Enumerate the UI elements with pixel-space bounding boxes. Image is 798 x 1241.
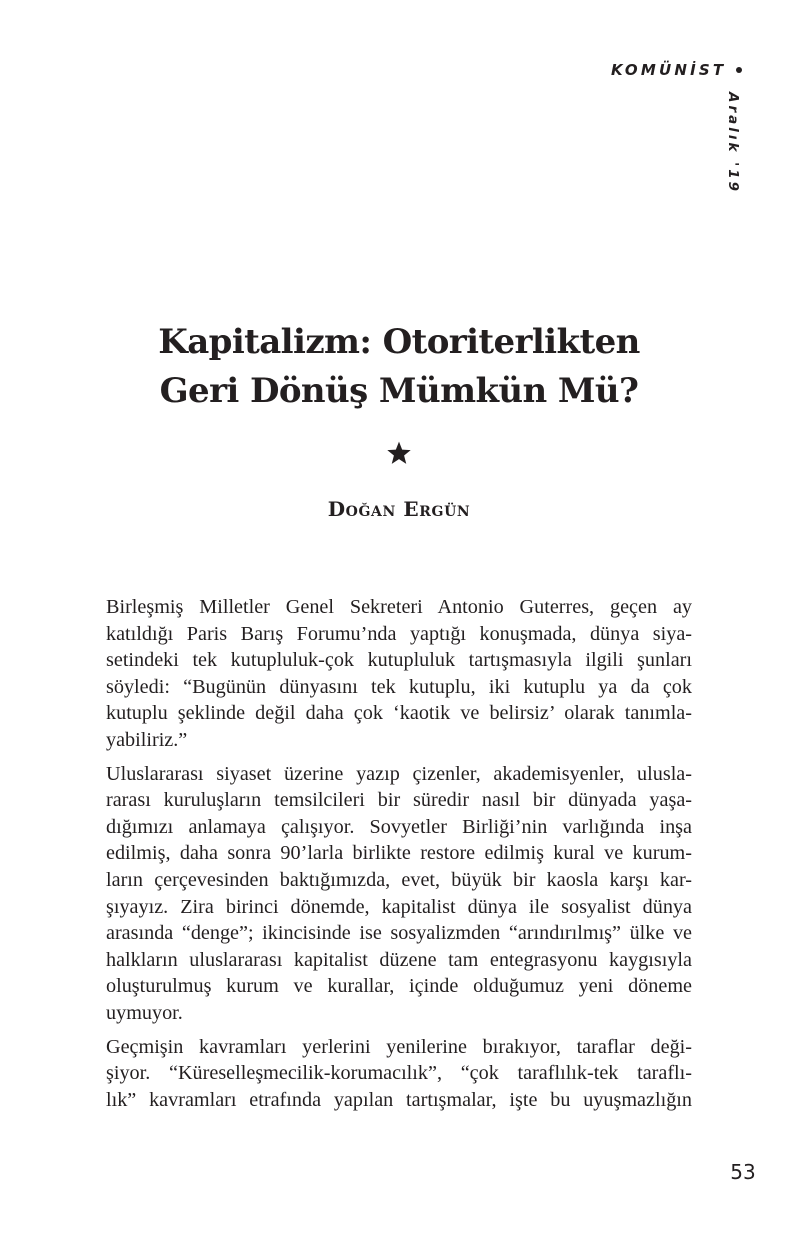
text-line: lık” kavramları etrafında yapılan tartışmalar, işte bu uyuşmazlığın (106, 1088, 692, 1111)
text-line: edilmiş, daha sonra 90’larla birlikte restore edilmiş kural ve kurum- (106, 842, 692, 865)
article-title (0, 318, 798, 416)
author-name: Doğan Ergün (327, 497, 471, 521)
text-line: şiyor. “Küreselleşmecilik-korumacılık”, “çok taraflılık-tek taraflı- (106, 1062, 692, 1085)
text-line: ların çerçevesinden baktığımızda, evet, büyük bir kaosla karşı kar- (106, 868, 692, 891)
text-line: arasında “denge”; ikincisinde ise sosyalizmden “arındırılmış” ülke ve (106, 922, 692, 945)
title-line-2: Geri Dönüş Mümkün Mü? (159, 371, 639, 411)
text-line: Birleşmiş Milletler Genel Sekreteri Antonio Guterres, geçen ay (106, 596, 692, 618)
title-line-1: Kapitalizm: Otoriterlikten (158, 322, 640, 362)
paragraph-1 (106, 594, 692, 754)
paragraph-3 (106, 1034, 692, 1114)
text-line: söyledi: “Bugünün dünyasını tek kutuplu, iki kutuplu ya da çok (106, 675, 692, 698)
magazine-name: KOMÜNİST (611, 61, 727, 79)
text-line: Geçmişin kavramları yerlerini yenilerine bırakıyor, taraflar deği- (106, 1035, 692, 1058)
text-line: halkların uluslararası kapitalist düzene tam entegrasyonu kaygısıyla (106, 948, 692, 971)
running-head (611, 60, 742, 80)
text-line: yabiliriz.” (106, 728, 188, 751)
bullet-icon (736, 67, 742, 73)
star-icon (386, 440, 412, 466)
page-number: 53 (730, 1160, 756, 1184)
text-line: kutuplu şeklinde değil daha çok ‘kaotik ve belirsiz’ olarak tanımla- (106, 702, 692, 725)
text-line: uymuyor. (106, 1001, 183, 1024)
text-line: rarası kuruluşların temsilcileri bir süredir nasıl bir dünyada yaşa- (106, 789, 692, 812)
text-line: Uluslararası siyaset üzerine yazıp çizenler, akademisyenler, ulusla- (106, 762, 692, 785)
issue-date: Aralık '19 (725, 92, 741, 195)
text-line: oluşturulmuş kurum ve kurallar, içinde olduğumuz yeni döneme (106, 975, 692, 998)
article-body (106, 594, 692, 1120)
paragraph-2 (106, 761, 692, 1027)
text-line: katıldığı Paris Barış Forumu’nda yaptığı konuşmada, dünya siya- (106, 622, 692, 645)
text-line: setindeki tek kutupluluk-çok kutupluluk tartışmasıyla ilgili şunları (106, 649, 692, 672)
text-line: şıyayız. Zira birinci dönemde, kapitalist dünya ile sosyalist dünya (106, 895, 692, 918)
text-line: dığımızı anlamaya çalışıyor. Sovyetler Birliği’nin varlığında inşa (106, 815, 692, 838)
